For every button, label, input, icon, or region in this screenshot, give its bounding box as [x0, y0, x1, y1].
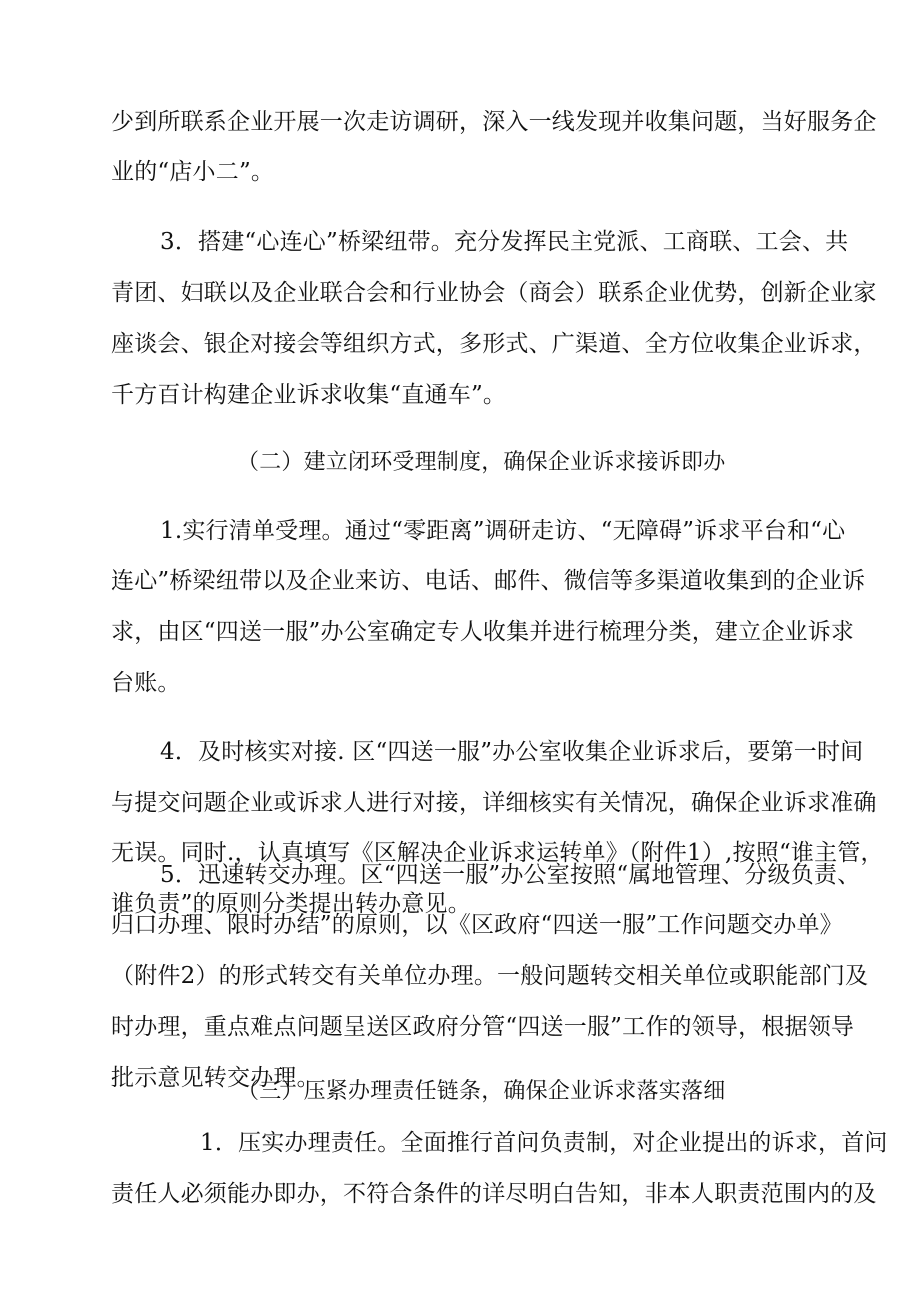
paragraph-line: 连心”桥梁纽带以及企业来访、电话、邮件、微信等多渠道收集到的企业诉	[111, 568, 866, 594]
paragraph-line: 5．迅速转交办理。区“四送一服”办公室按照“属地管理、分级负责、	[160, 862, 861, 888]
paragraph-line: 青团、妇联以及企业联合会和行业协会（商会）联系企业优势，创新企业家	[111, 280, 877, 306]
paragraph-line: 时办理，重点难点问题呈送区政府分管“四送一服”工作的领导，根据领导	[111, 1014, 855, 1040]
paragraph-line: 3．搭建“心连心”桥梁纽带。充分发挥民主党派、工商联、工会、共	[160, 229, 849, 255]
paragraph-line: 责任人必须能办即办，不符合条件的详尽明白告知，非本人职责范围内的及	[111, 1181, 877, 1207]
paragraph-line: 1.实行清单受理。通过“零距离”调研走访、“无障碍”诉求平台和“心	[160, 518, 846, 544]
paragraph-line: 归口办理、限时办结”的原则，以《区政府“四送一服”工作问题交办单》	[111, 912, 843, 938]
paragraph-line: 1．压实办理责任。全面推行首问负责制，对企业提出的诉求，首问	[200, 1130, 888, 1156]
paragraph-line: 谁负责”的原则分类提出转办意见。	[111, 891, 471, 917]
section-heading: （三）压紧办理责任链条，确保企业诉求落实落细	[237, 1079, 726, 1104]
paragraph-line: 千方百计构建企业诉求收集“直通车”。	[111, 382, 507, 408]
paragraph-line: 座谈会、银企对接会等组织方式，多形式、广渠道、全方位收集企业诉求，	[111, 331, 877, 357]
paragraph-line: 少到所联系企业开展一次走访调研，深入一线发现并收集问题，当好服务企	[111, 109, 877, 135]
section-heading: （二）建立闭环受理制度，确保企业诉求接诉即办	[237, 450, 726, 475]
paragraph-line: 批示意见转交办理。	[111, 1065, 320, 1091]
paragraph-line: 无误。同时.，认真填写《区解决企业诉求运转单》（附件1）,按照“谁主管，	[111, 840, 884, 866]
paragraph-line: 业的“店小二”。	[111, 159, 275, 185]
paragraph-line: 求，由区“四送一服”办公室确定专人收集并进行梳理分类，建立企业诉求	[111, 619, 855, 645]
paragraph-line: 4．及时核实对接. 区“四送一服”办公室收集企业诉求后，要第一时间	[160, 739, 864, 765]
paragraph-line: 台账。	[111, 670, 181, 696]
paragraph-line: 与提交问题企业或诉求人进行对接，详细核实有关情况，确保企业诉求准确	[111, 790, 877, 816]
paragraph-line: （附件2）的形式转交有关单位办理。一般问题转交相关单位或职能部门及	[111, 963, 869, 989]
